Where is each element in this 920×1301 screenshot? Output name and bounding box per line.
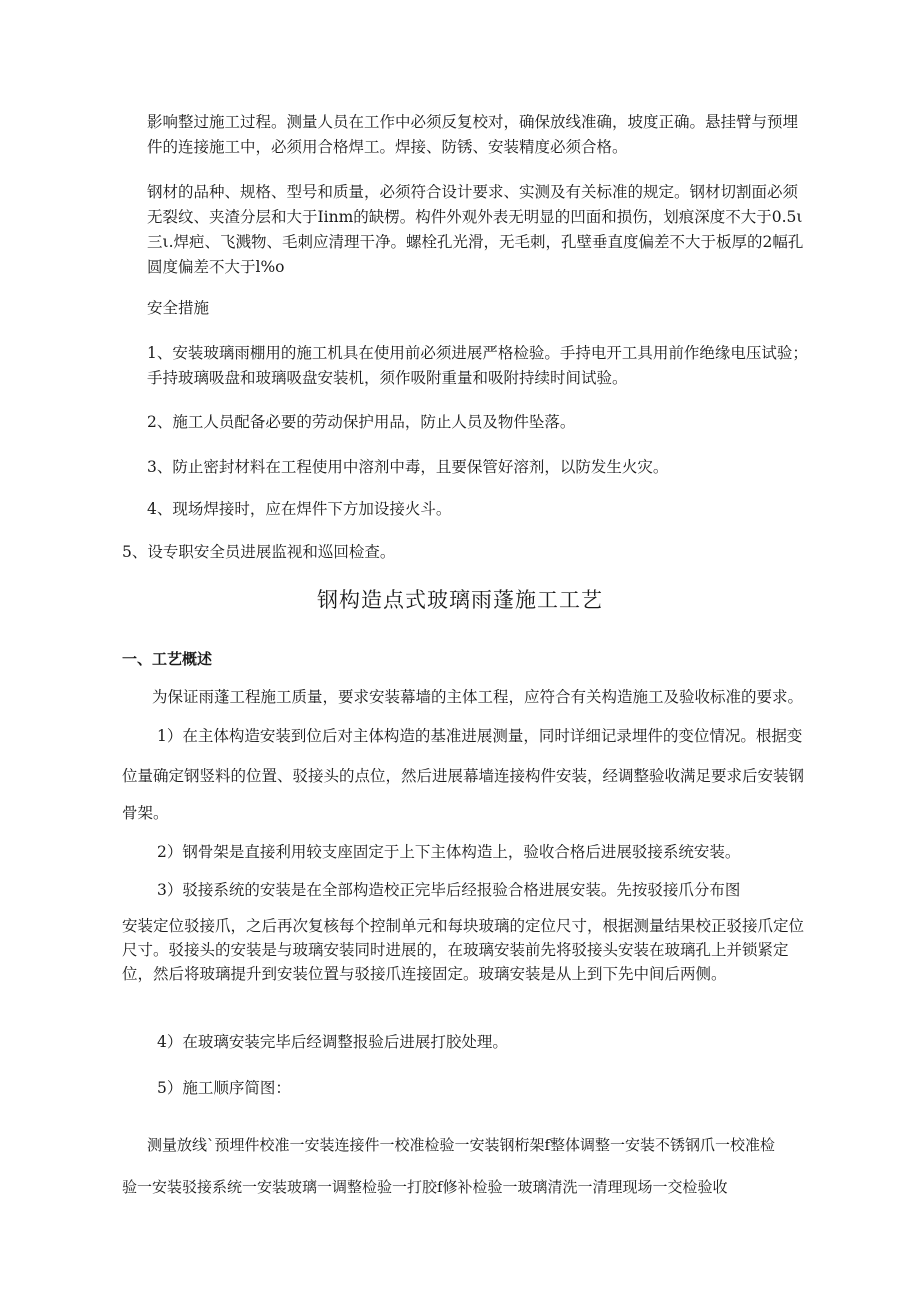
step-1-line-3: 骨架。 <box>122 804 169 822</box>
safety-item-5: 5、设专职安全员进展监视和巡回检查。 <box>122 543 396 561</box>
flow-line-1: 测量放线`预埋件校准一安装连接件一校准检验一安装钢桁架f整体调整一安装不锈钢爪一校准检 <box>147 1136 776 1154</box>
paragraph-steel-requirements: 钢材的品种、规格、型号和质量，必须符合设计要求、实测及有关标准的规定。钢材切割面必须无裂纹、夹渣分层和大于Iinm的缺楞。构件外观外表无明显的凹面和损伤，划痕深度不大于0.5ι三ι.焊疤、飞溅物、毛刺应清理干净。螺栓孔光滑，无毛刺，孔壁垂直度偏差不大于板厚的2幅孔圆度偏差不大于l%o <box>147 183 804 276</box>
step-2: 2）钢骨架是直接利用较支座固定于上下主体构造上，验收合格后进展驳接系统安装。 <box>157 843 741 861</box>
document-title: 钢构造点式玻璃雨蓬施工工艺 <box>317 588 603 612</box>
paragraph-welding-quality: 影响整过施工过程。测量人员在工作中必须反复校对，确保放线准确，坡度正确。悬挂臂与预埋件的连接施工中，必须用合格焊工。焊接、防锈、安装精度必须合格。 <box>147 113 799 156</box>
safety-item-4: 4、现场焊接时，应在焊件下方加设接火斗。 <box>147 500 452 518</box>
safety-item-3: 3、防止密封材料在工程使用中溶剂中毒，且要保管好溶剂，以防发生火灾。 <box>147 458 669 476</box>
safety-item-1: 1、安装玻璃雨棚用的施工机具在使用前必须进展严格检验。手持电开工具用前作绝缘电压试验；手持玻璃吸盘和玻璃吸盘安装机，须作吸附重量和吸附持续时间试验。 <box>147 344 808 387</box>
step-3-continuation: 安装定位驳接爪，之后再次复核每个控制单元和每块玻璃的定位尺寸，根据测量结果校正驳接爪定位尺寸。驳接头的安装是与玻璃安装同时进展的，在玻璃安装前先将驳接头安装在玻璃孔上并锁紧定位，然后将玻璃提升到安装位置与驳接爪连接固定。玻璃安装是从上到下先中间后两侧。 <box>122 917 805 983</box>
step-3: 3）驳接系统的安装是在全部构造校正完毕后经报验合格进展安装。先按驳接爪分布图 <box>157 881 741 899</box>
step-5: 5）施工顺序简图： <box>157 1079 291 1097</box>
section-heading: 一、工艺概述 <box>122 650 213 668</box>
step-1-line-1: 1）在主体构造安装到位后对主体构造的基准进展测量，同时详细记录埋件的变位情况。根据变 <box>157 727 803 745</box>
step-1-line-2: 位量确定钢竖料的位置、驳接头的点位，然后进展幕墙连接构件安装，经调整验收满足要求后安装钢 <box>122 767 805 785</box>
step-4: 4）在玻璃安装完毕后经调整报验后进展打胶处理。 <box>157 1033 508 1051</box>
safety-heading: 安全措施 <box>147 299 210 317</box>
safety-item-2: 2、施工人员配备必要的劳动保护用品，防止人员及物件坠落。 <box>147 413 576 431</box>
flow-line-2: 验一安装驳接系统一安装玻璃一调整检验一打胶f修补检验一玻璃清洗一清理现场一交检验收 <box>122 1178 728 1196</box>
intro-paragraph: 为保证雨蓬工程施工质量，要求安装幕墙的主体工程，应符合有关构造施工及验收标准的要求。 <box>152 688 804 706</box>
